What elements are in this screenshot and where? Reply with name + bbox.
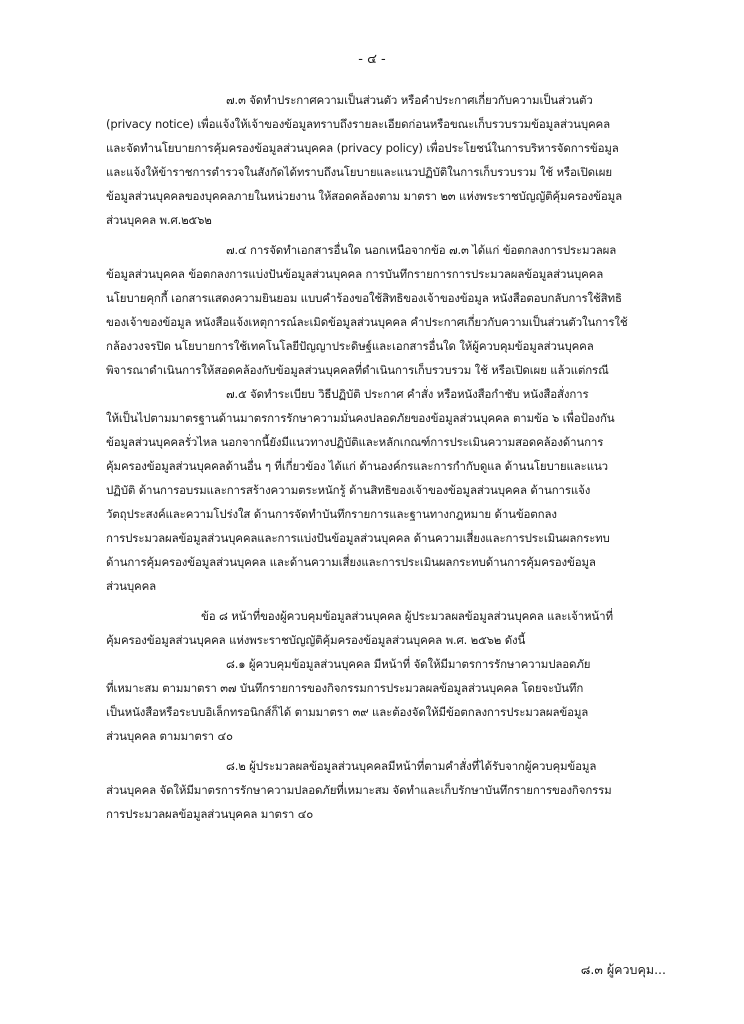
paragraph-line: ข้อมูลส่วนบุคคลของบุคคลภายในหน่วยงาน ให้สอดคล้องตาม มาตรา ๒๓ แห่งพระราชบัญญัติคุ้มครองข้อมูล bbox=[106, 189, 622, 203]
paragraph-line: ส่วนบุคคล bbox=[106, 579, 157, 593]
paragraph-line: พิจารณาดำเนินการให้สอดคล้องกับข้อมูลส่วนบุคคลที่ดำเนินการเก็บรวบรวม ใช้ หรือเปิดเผย แล้วแต่กรณี bbox=[106, 363, 609, 377]
paragraph-line: นโยบายคุกกี้ เอกสารแสดงความยินยอม แบบคำร้องขอใช้สิทธิของเจ้าของข้อมูล หนังสือตอบกลับการใช้สิทธิ bbox=[106, 291, 622, 305]
paragraph-line: ๗.๓ จัดทำประกาศความเป็นส่วนตัว หรือคำประกาศเกี่ยวกับความเป็นส่วนตัว bbox=[226, 93, 593, 107]
paragraph-line: คุ้มครองข้อมูลส่วนบุคคล แห่งพระราชบัญญัติคุ้มครองข้อมูลส่วนบุคคล พ.ศ. ๒๕๖๒ ดังนี้ bbox=[106, 633, 526, 647]
paragraph-line: ส่วนบุคคล ตามมาตรา ๔๐ bbox=[106, 729, 233, 743]
paragraph-line: การประมวลผลข้อมูลส่วนบุคคล มาตรา ๔๐ bbox=[106, 807, 314, 821]
paragraph-line: ๘.๑ ผู้ควบคุมข้อมูลส่วนบุคคล มีหน้าที่ จัดให้มีมาตรการรักษาความปลอดภัย bbox=[226, 657, 591, 671]
paragraph-line: การประมวลผลข้อมูลส่วนบุคคลและการแบ่งปันข้อมูลส่วนบุคคล ด้านความเสี่ยงและการประเมินผลกระทบ bbox=[106, 531, 610, 545]
paragraph-line: และแจ้งให้ข้าราชการตำรวจในสังกัดได้ทราบถึงนโยบายและแนวปฏิบัติในการเก็บรวบรวม ใช้ หรือเปิดเผย bbox=[106, 165, 612, 179]
paragraph-line: ข้อมูลส่วนบุคคล ข้อตกลงการแบ่งปันข้อมูลส่วนบุคคล การบันทึกรายการการประมวลผลข้อมูลส่วนบุคคล bbox=[106, 267, 604, 281]
paragraph-line: คุ้มครองข้อมูลส่วนบุคคลด้านอื่น ๆ ที่เกี่ยวข้อง ได้แก่ ด้านองค์กรและการกำกับดูแล ด้านนโยบายและแนว bbox=[106, 459, 608, 473]
paragraph-line: (privacy notice) เพื่อแจ้งให้เจ้าของข้อมูลทราบถึงรายละเอียดก่อนหรือขณะเก็บรวบรวมข้อมูลส่วนบุคคล bbox=[106, 117, 610, 131]
continuation-marker: ๘.๓ ผู้ควบคุม... bbox=[580, 962, 666, 977]
page-number: - ๔ - bbox=[358, 52, 386, 67]
paragraph-line: และจัดทำนโยบายการคุ้มครองข้อมูลส่วนบุคคล (privacy policy) เพื่อประโยชน์ในการบริหารจัดการข้อมูล bbox=[106, 141, 619, 155]
paragraph-line: ที่เหมาะสม ตามมาตรา ๓๗ บันทึกรายการของกิจกรรมการประมวลผลข้อมูลส่วนบุคคล โดยจะบันทึก bbox=[106, 681, 584, 695]
paragraph-line: ของเจ้าของข้อมูล หนังสือแจ้งเหตุการณ์ละเมิดข้อมูลส่วนบุคคล คำประกาศเกี่ยวกับความเป็นส่วนตัวในการใช้ bbox=[106, 315, 628, 329]
paragraph-line: ส่วนบุคคล จัดให้มีมาตรการรักษาความปลอดภัยที่เหมาะสม จัดทำและเก็บรักษาบันทึกรายการของกิจกรรม bbox=[106, 783, 612, 797]
paragraph-line: ๘.๒ ผู้ประมวลผลข้อมูลส่วนบุคคลมีหน้าที่ตามคำสั่งที่ได้รับจากผู้ควบคุมข้อมูล bbox=[226, 759, 597, 773]
paragraph-line: ข้อมูลส่วนบุคคลรั่วไหล นอกจากนี้ยังมีแนวทางปฏิบัติและหลักเกณฑ์การประเมินความสอดคล้องด้านการ bbox=[106, 435, 604, 449]
paragraph-line: ด้านการคุ้มครองข้อมูลส่วนบุคคล และด้านความเสี่ยงและการประเมินผลกระทบด้านการคุ้มครองข้อมูล bbox=[106, 555, 596, 569]
paragraph-line: วัตถุประสงค์และความโปร่งใส ด้านการจัดทำบันทึกรายการและฐานทางกฎหมาย ด้านข้อตกลง bbox=[106, 507, 557, 521]
paragraph-line: ข้อ ๘ หน้าที่ของผู้ควบคุมข้อมูลส่วนบุคคล ผู้ประมวลผลข้อมูลส่วนบุคคล และเจ้าหน้าที่ bbox=[201, 609, 613, 623]
paragraph-line: ๗.๕ จัดทำระเบียบ วิธีปฏิบัติ ประกาศ คำสั่ง หรือหนังสือกำชับ หนังสือสั่งการ bbox=[226, 387, 589, 401]
paragraph-line: กล้องวงจรปิด นโยบายการใช้เทคโนโลยีปัญญาประดิษฐ์และเอกสารอื่นใด ให้ผู้ควบคุมข้อมูลส่วนบุคคล bbox=[106, 339, 594, 353]
paragraph-line: ให้เป็นไปตามมาตรฐานด้านมาตรการรักษาความมั่นคงปลอดภัยของข้อมูลส่วนบุคคล ตามข้อ ๖ เพื่อป้องกัน bbox=[106, 411, 615, 425]
paragraph-line: ๗.๔ การจัดทำเอกสารอื่นใด นอกเหนือจากข้อ ๗.๓ ได้แก่ ข้อตกลงการประมวลผล bbox=[226, 243, 617, 257]
document-body bbox=[106, 88, 666, 826]
paragraph-line: ส่วนบุคคล พ.ศ.๒๕๖๒ bbox=[106, 213, 212, 227]
paragraph-line: เป็นหนังสือหรือระบบอิเล็กทรอนิกส์ก็ได้ ตามมาตรา ๓๙ และต้องจัดให้มีข้อตกลงการประมวลผลข้อมูล bbox=[106, 705, 589, 719]
paragraph-line: ปฏิบัติ ด้านการอบรมและการสร้างความตระหนักรู้ ด้านสิทธิของเจ้าของข้อมูลส่วนบุคคล ด้านการแจ้ง bbox=[106, 483, 591, 497]
